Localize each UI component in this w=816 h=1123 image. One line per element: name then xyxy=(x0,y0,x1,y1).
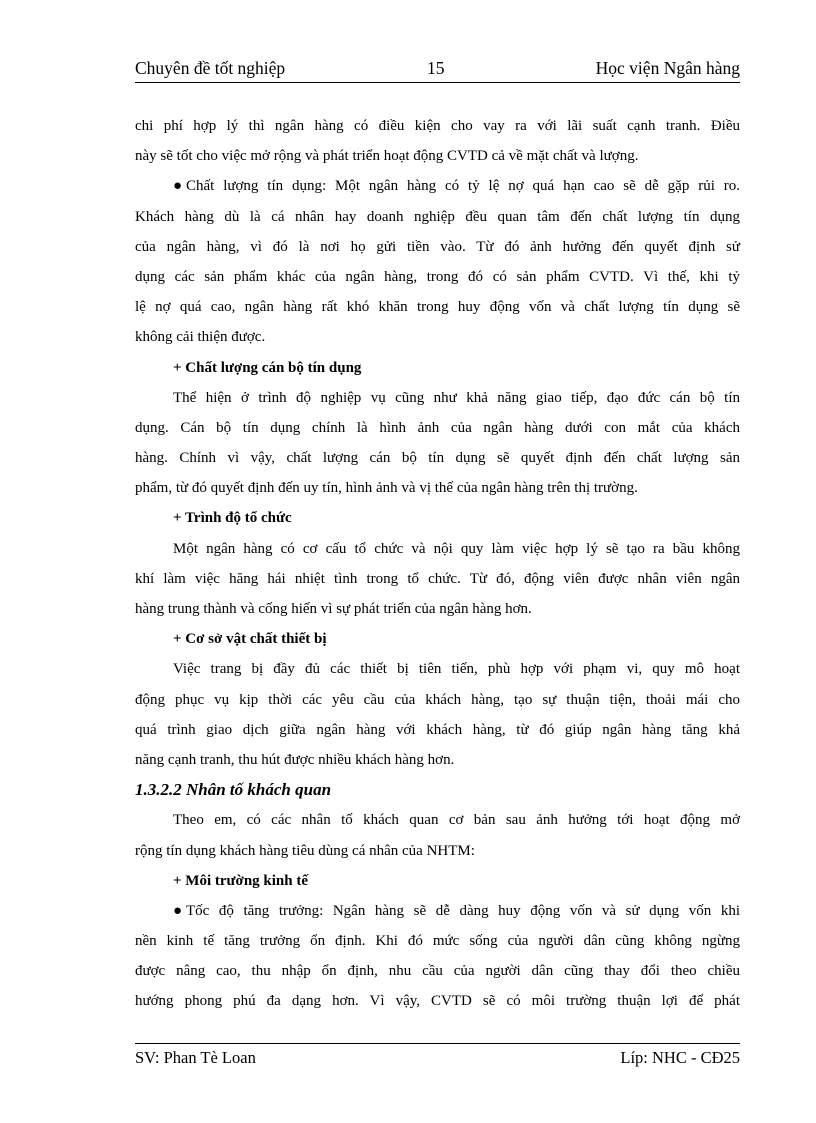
body-line: Khách hàng dù là cá nhân hay doanh nghiệp đều quan tâm đến chất lượng tín dụng xyxy=(135,208,740,225)
body-line: chi phí hợp lý thì ngân hàng có điều kiện cho vay ra với lãi suất cạnh tranh. Điều xyxy=(135,118,740,134)
body-line: động phục vụ kịp thời các yêu cầu của khách hàng, tạo sự thuận tiện, thoải mái cho xyxy=(135,691,740,708)
body-line: khí làm việc hăng hái nhiệt tình trong tổ chức. Từ đó, động viên được nhân viên ngân xyxy=(135,570,740,587)
body-line: hướng phong phú đa dạng hơn. Vì vậy, CVTD sẽ có môi trường thuận lợi để phát xyxy=(135,993,740,1010)
bullet-text: Chất lượng tín dụng: Một ngân hàng có tỷ lệ nợ quá hạn cao sẽ dễ gặp rủi ro. xyxy=(186,178,740,195)
page-number: 15 xyxy=(427,58,445,78)
body-line xyxy=(135,896,740,926)
footer-class: Líp: NHC - CĐ25 xyxy=(620,1048,740,1067)
bullet-icon: ● xyxy=(173,902,183,919)
section-heading: 1.3.2.2 Nhân tố khách quan xyxy=(135,780,332,800)
subheading-organization: + Trình độ tổ chức xyxy=(173,510,292,527)
body-line: này sẽ tốt cho việc mở rộng và phát triển hoạt động CVTD cả về mặt chất và lượng. xyxy=(135,148,639,165)
page-body xyxy=(135,111,740,1017)
body-line: Thể hiện ở trình độ nghiệp vụ cũng như khả năng giao tiếp, đạo đức cán bộ tín xyxy=(173,389,740,406)
body-line: Một ngân hàng có cơ cấu tổ chức và nội quy làm việc hợp lý sẽ tạo ra bầu không xyxy=(173,540,740,557)
body-line: Việc trang bị đầy đủ các thiết bị tiên tiến, phù hợp với phạm vi, quy mô hoạt xyxy=(173,661,740,678)
footer-student-name: SV: Phan Tè Loan xyxy=(135,1048,256,1067)
header-institution: Học viện Ngân hàng xyxy=(595,58,740,78)
body-line: nền kinh tế tăng trưởng ổn định. Khi đó mức sống của người dân cũng không ngừng xyxy=(135,933,740,950)
body-line: lệ nợ quá cao, ngân hàng rất khó khăn trong huy động vốn và chất lượng tín dụng sẽ xyxy=(135,299,740,316)
page-footer xyxy=(135,1043,740,1070)
bullet-text: Tốc độ tăng trưởng: Ngân hàng sẽ dễ dàng huy động vốn và sử dụng vốn khi xyxy=(186,902,740,919)
body-line: năng cạnh tranh, thu hút được nhiều khách hàng hơn. xyxy=(135,751,455,768)
subheading-credit-staff: + Chất lượng cán bộ tín dụng xyxy=(173,359,362,376)
body-line: được nâng cao, thu nhập ổn định, nhu cầu của người dân cũng thay đổi theo chiều xyxy=(135,963,740,980)
subheading-facilities: + Cơ sở vật chất thiết bị xyxy=(173,631,327,648)
page-header xyxy=(135,58,740,83)
body-line: Theo em, có các nhân tố khách quan cơ bản sau ảnh hưởng tới hoạt động mở xyxy=(173,812,740,829)
body-line: dụng các sản phẩm khác của ngân hàng, trong đó có sản phẩm CVTD. Vì thế, khi tỷ xyxy=(135,268,740,285)
body-line: hàng trung thành và cống hiến vì sự phát triển của ngân hàng hơn. xyxy=(135,601,532,617)
body-line: hàng. Chính vì vậy, chất lượng cán bộ tín dụng sẽ quyết định đến chất lượng sản xyxy=(135,450,740,467)
body-line: phẩm, từ đó quyết định đến uy tín, hình ảnh và vị thế của ngân hàng trên thị trường. xyxy=(135,480,638,497)
body-line: quá trình giao dịch giữa ngân hàng với khách hàng, từ đó giúp ngân hàng tăng khả xyxy=(135,721,740,738)
bullet-icon: ● xyxy=(173,178,183,195)
header-document-type: Chuyên đề tốt nghiệp xyxy=(135,58,286,78)
body-line: không cải thiện được. xyxy=(135,329,266,346)
body-line: của ngân hàng, vì đó là nơi họ gửi tiền vào. Từ đó ảnh hưởng đến quyết định sử xyxy=(135,238,740,255)
subheading-economic-environment: + Môi trường kinh tế xyxy=(173,872,309,889)
body-line: rộng tín dụng khách hàng tiêu dùng cá nhân của NHTM: xyxy=(135,842,475,859)
body-line xyxy=(135,171,740,201)
body-line: dụng. Cán bộ tín dụng chính là hình ảnh của ngân hàng dưới con mắt của khách xyxy=(135,419,740,436)
